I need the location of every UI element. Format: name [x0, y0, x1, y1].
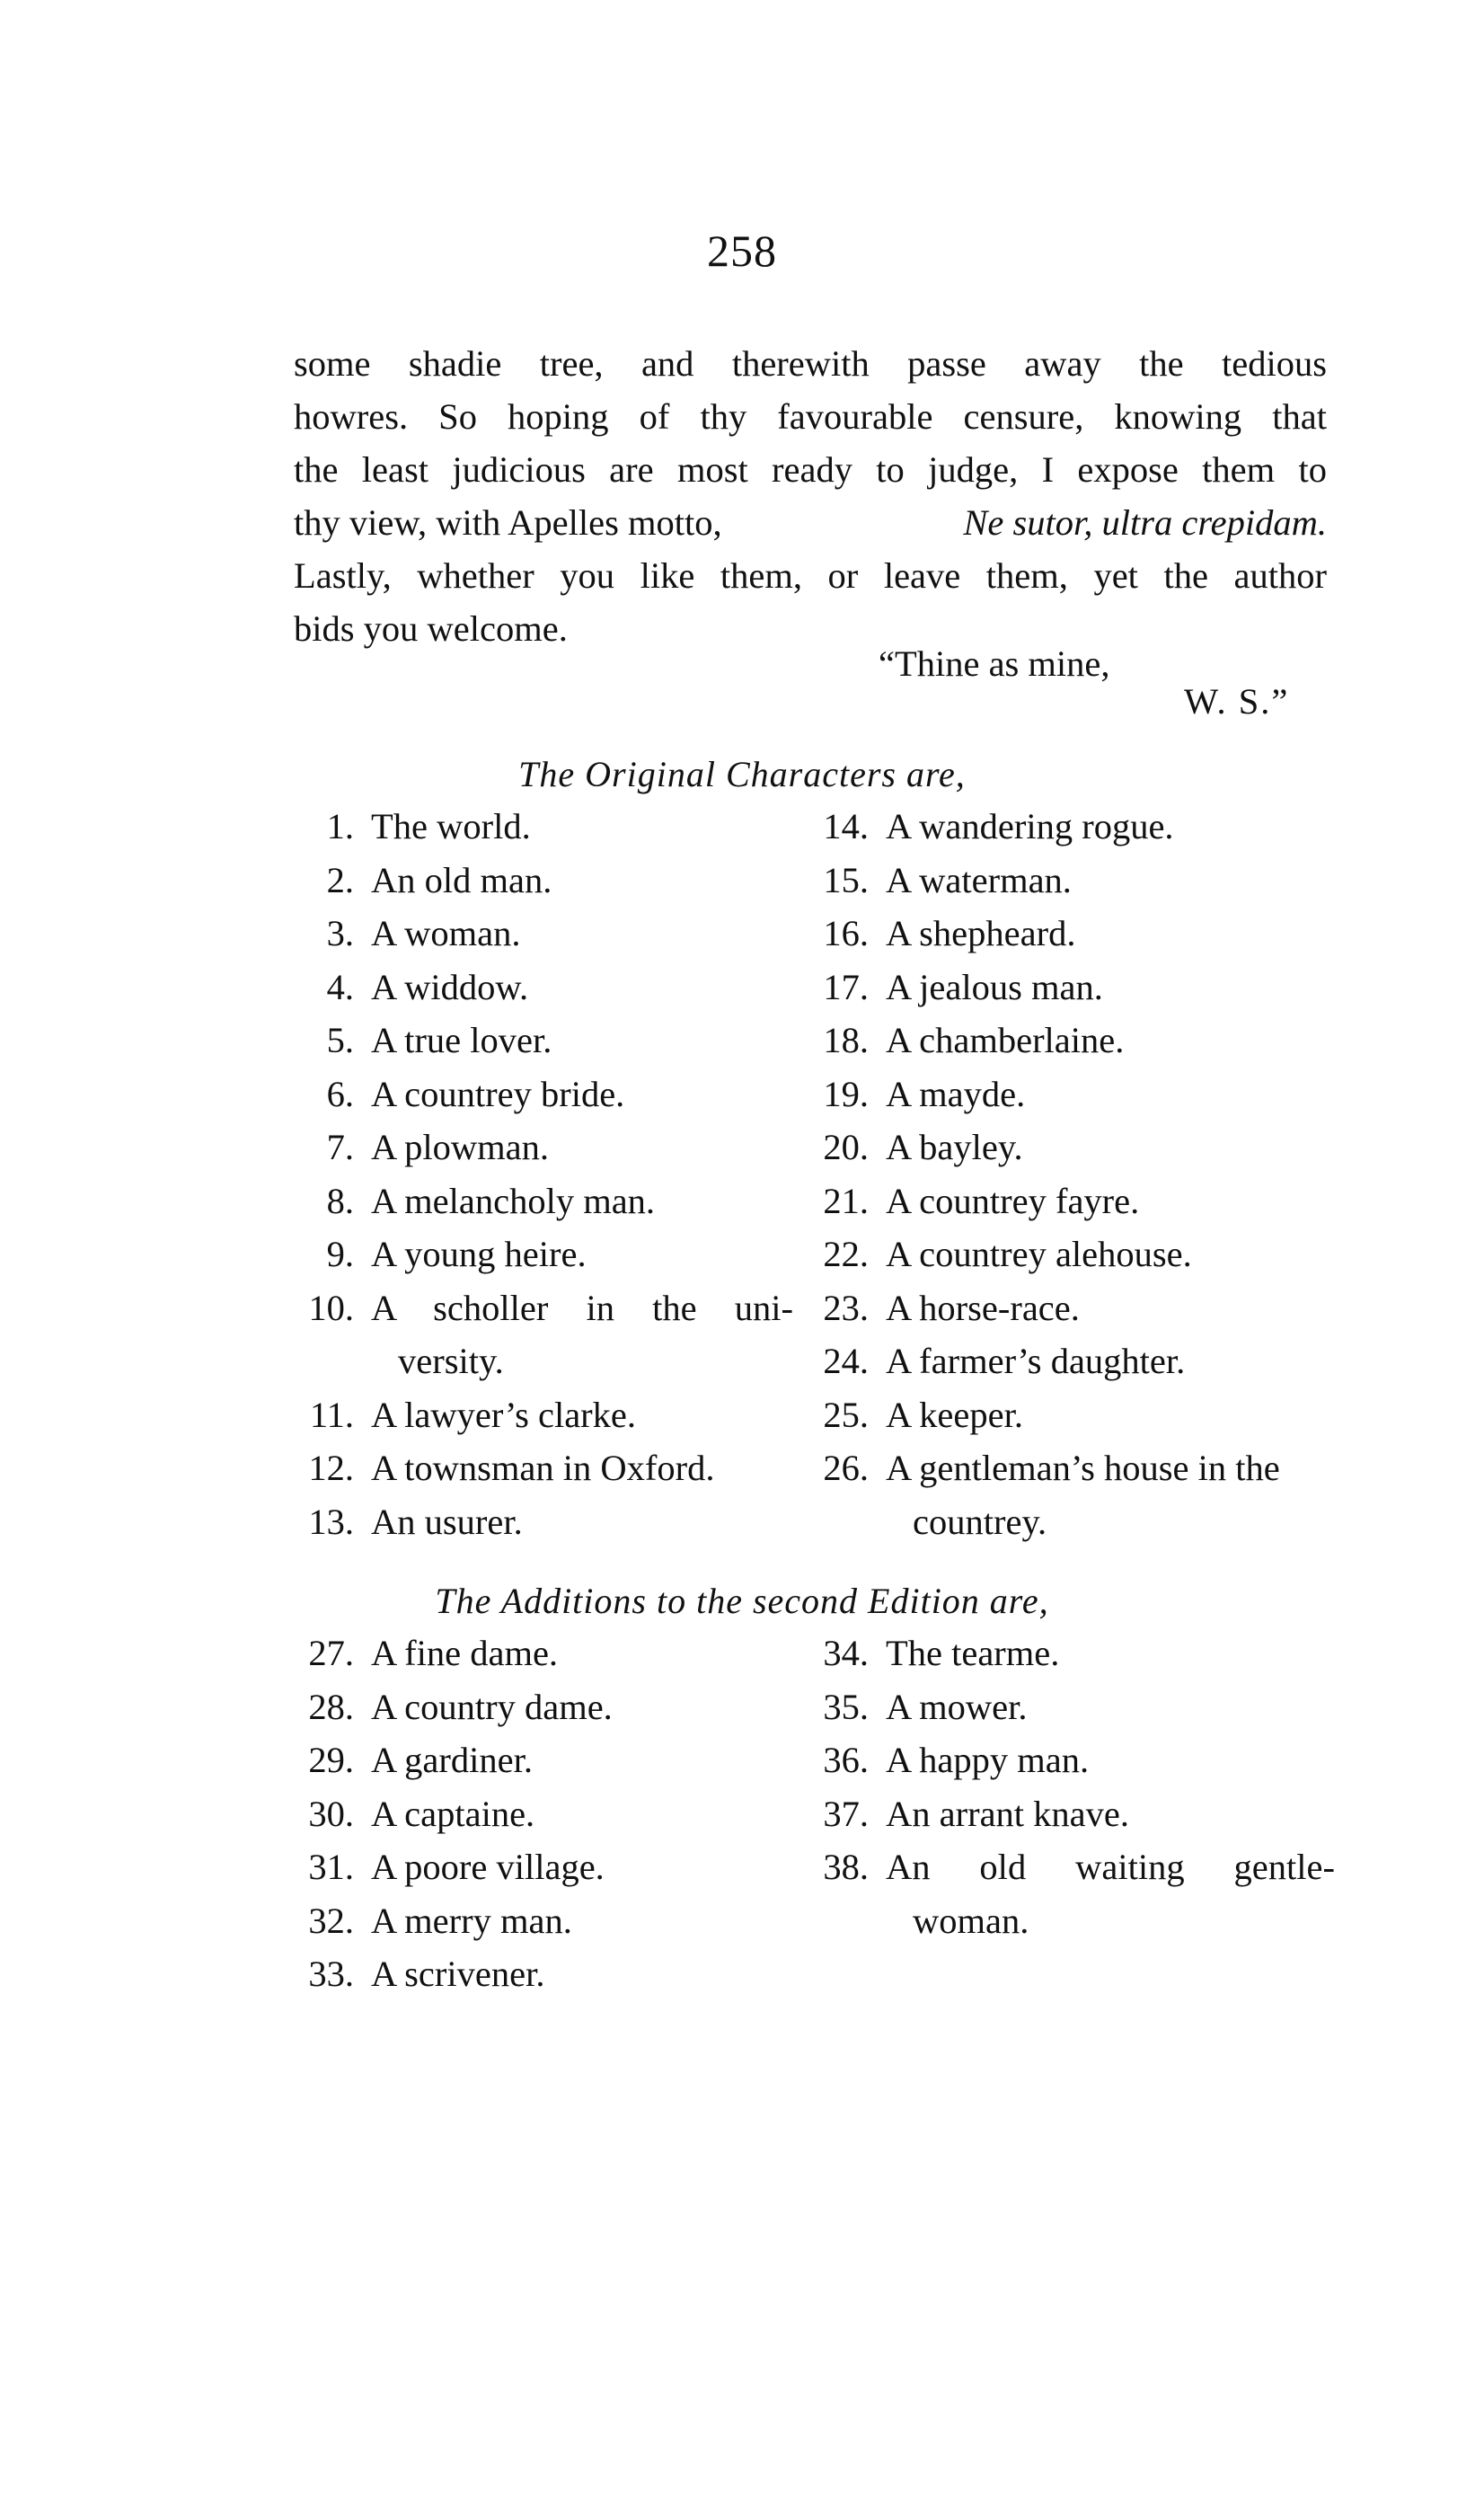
item-text-line: A young heire.: [371, 1234, 587, 1274]
item-text: [371, 1947, 544, 2001]
item-text: [371, 961, 528, 1015]
item-text: [886, 1174, 1139, 1228]
item-text-line: An usurer.: [371, 1501, 523, 1542]
item-number: 15.: [823, 859, 869, 900]
item-number: 19.: [823, 1073, 869, 1114]
item-text: [371, 1227, 587, 1281]
item-number: 10.: [308, 1287, 354, 1328]
item-text: [371, 1495, 523, 1549]
item-text-line: A plowman.: [371, 1127, 549, 1167]
latin-motto: Ne sutor, ultra crepidam.: [963, 502, 1327, 543]
item-text-line: versity.: [398, 1341, 504, 1381]
paragraph-line: thy view, with Apelles motto,: [294, 502, 722, 543]
item-text-line: A gardiner.: [371, 1740, 533, 1780]
list-item: [802, 1787, 1341, 1841]
list-item: [802, 1014, 1341, 1068]
item-number: 37.: [823, 1793, 869, 1834]
list-item: [287, 1441, 773, 1495]
item-text-line: A chamberlaine.: [886, 1020, 1125, 1060]
list-item: [287, 1787, 773, 1841]
item-number: 20.: [823, 1127, 869, 1167]
item-text-line: A wandering rogue.: [886, 806, 1174, 846]
list-item: [802, 961, 1341, 1015]
item-number: 1.: [326, 806, 354, 846]
page-number: 258: [707, 226, 777, 276]
item-text: [886, 1441, 1280, 1548]
item-text: [886, 1281, 1080, 1335]
item-text-line: woman.: [913, 1900, 1029, 1941]
item-text: [371, 907, 521, 961]
signoff-initials: W. S.”: [1184, 681, 1290, 722]
list-item: [287, 800, 773, 854]
list-item: [802, 1840, 1341, 1947]
list-item: [802, 1680, 1341, 1734]
item-number: 8.: [326, 1180, 354, 1221]
item-text: [371, 1441, 714, 1495]
list-item: [287, 1626, 773, 1680]
paragraph-line: bids you welcome.: [294, 608, 568, 649]
list-item: [802, 1121, 1341, 1174]
item-text: [371, 1680, 613, 1734]
item-text-line: countrey.: [913, 1501, 1047, 1542]
item-number: 14.: [823, 806, 869, 846]
item-text-line: A countrey fayre.: [886, 1180, 1140, 1221]
item-text-line: A countrey alehouse.: [886, 1234, 1192, 1274]
list-item: [287, 1068, 773, 1121]
item-text-line: A mayde.: [886, 1073, 1026, 1114]
list-item: [287, 1174, 773, 1228]
item-number: 33.: [308, 1954, 354, 1994]
additions-heading: The Additions to the second Edition are,: [435, 1581, 1049, 1621]
item-text-line: A woman.: [371, 913, 521, 953]
list-item: [802, 1281, 1341, 1335]
list-item: [802, 1626, 1341, 1680]
item-number: 5.: [326, 1020, 354, 1060]
list-item: [287, 1227, 773, 1281]
item-text-line: A true lover.: [371, 1020, 552, 1060]
item-text-line: The world.: [371, 806, 531, 846]
item-number: 30.: [308, 1793, 354, 1834]
item-text: [886, 1014, 1124, 1068]
item-text: [886, 907, 1075, 961]
item-text-line: A jealous man.: [886, 966, 1103, 1007]
paragraph-line: some shadie tree, and therewith passe away the tedious: [294, 343, 1327, 384]
item-text-line: A fine dame.: [371, 1633, 559, 1673]
item-text-line: An old waiting gentle-: [886, 1847, 1335, 1887]
item-text-line: A scholler in the uni-: [371, 1287, 793, 1328]
list-item: [287, 1388, 773, 1442]
item-text: [886, 1334, 1185, 1388]
item-text-line: A poore village.: [371, 1847, 605, 1887]
body-paragraph: [294, 337, 1327, 655]
item-number: 6.: [326, 1073, 354, 1114]
list-item: [802, 800, 1341, 854]
list-item: [287, 1947, 773, 2001]
list-item: [802, 1441, 1341, 1548]
item-text: [371, 1174, 655, 1228]
item-text: [886, 1680, 1028, 1734]
item-text: [371, 1733, 533, 1787]
paragraph-line: howres. So hoping of thy favourable censure, knowing that: [294, 396, 1327, 437]
list-item: [802, 1068, 1341, 1121]
item-text: [371, 1894, 572, 1948]
item-number: 31.: [308, 1847, 354, 1887]
original-list-right: [802, 800, 1341, 1548]
list-item: [802, 907, 1341, 961]
item-number: 32.: [308, 1900, 354, 1941]
item-text: [371, 1068, 624, 1121]
paragraph-line-motto: [294, 496, 1327, 549]
item-text-line: A lawyer’s clarke.: [371, 1394, 637, 1435]
item-number: 12.: [308, 1448, 354, 1488]
list-item: [802, 854, 1341, 908]
item-text: [886, 1626, 1059, 1680]
item-number: 27.: [308, 1633, 354, 1673]
item-text: [886, 1068, 1025, 1121]
item-number: 16.: [823, 913, 869, 953]
signoff-line: “Thine as mine,: [879, 643, 1110, 684]
item-text: [886, 1787, 1129, 1841]
item-number: 17.: [823, 966, 869, 1007]
list-item: [802, 1388, 1341, 1442]
item-number: 22.: [823, 1234, 869, 1274]
item-number: 7.: [326, 1127, 354, 1167]
item-number: 24.: [823, 1341, 869, 1381]
additions-list-left: [287, 1626, 773, 2001]
item-text: [886, 800, 1174, 854]
item-number: 2.: [326, 859, 354, 900]
list-item: [287, 1840, 773, 1894]
item-text-line: A gentleman’s house in the: [886, 1448, 1280, 1488]
list-item: [802, 1227, 1341, 1281]
item-text-line: A country dame.: [371, 1686, 613, 1727]
item-number: 11.: [309, 1394, 354, 1435]
item-number: 38.: [823, 1847, 869, 1887]
list-item: [287, 907, 773, 961]
list-item: [802, 1174, 1341, 1228]
item-text-line: A melancholy man.: [371, 1180, 656, 1221]
item-text: [886, 1227, 1192, 1281]
item-text-line: An old man.: [371, 859, 552, 900]
item-number: 3.: [326, 913, 354, 953]
list-item: [287, 1733, 773, 1787]
item-number: 13.: [308, 1501, 354, 1542]
original-characters-heading: The Original Characters are,: [518, 754, 966, 794]
list-item: [287, 1121, 773, 1174]
item-text-line: The tearme.: [886, 1633, 1060, 1673]
item-number: 18.: [823, 1020, 869, 1060]
list-item: [802, 1334, 1341, 1388]
list-item: [287, 854, 773, 908]
item-text-line: A shepheard.: [886, 913, 1076, 953]
item-text-line: A waterman.: [886, 859, 1072, 900]
item-text-line: A happy man.: [886, 1740, 1090, 1780]
item-text-line: A widdow.: [371, 966, 529, 1007]
item-number: 35.: [823, 1686, 869, 1727]
item-text: [371, 854, 552, 908]
item-text: [886, 1388, 1023, 1442]
item-text-line: A farmer’s daughter.: [886, 1341, 1186, 1381]
list-item: [287, 1014, 773, 1068]
item-text-line: A merry man.: [371, 1900, 572, 1941]
item-number: 29.: [308, 1740, 354, 1780]
item-number: 4.: [326, 966, 354, 1007]
item-number: 28.: [308, 1686, 354, 1727]
item-text-line: A keeper.: [886, 1394, 1023, 1435]
item-text: [371, 1626, 558, 1680]
item-text: [371, 1840, 605, 1894]
item-text: [371, 1014, 552, 1068]
item-text-line: A horse-race.: [886, 1287, 1080, 1328]
item-text-line: A captaine.: [371, 1793, 535, 1834]
item-text: [886, 1121, 1023, 1174]
item-number: 25.: [823, 1394, 869, 1435]
item-number: 23.: [823, 1287, 869, 1328]
item-text-line: A scrivener.: [371, 1954, 545, 1994]
item-text-line: A townsman in Oxford.: [371, 1448, 715, 1488]
list-item: [287, 1894, 773, 1948]
item-text-line: A mower.: [886, 1686, 1028, 1727]
item-text: [886, 961, 1103, 1015]
list-item: [287, 961, 773, 1015]
item-text-line: A countrey bride.: [371, 1073, 625, 1114]
item-text: [371, 1121, 549, 1174]
list-item: [287, 1680, 773, 1734]
list-item: [802, 1733, 1341, 1787]
paragraph-line: Lastly, whether you like them, or leave them, yet the author: [294, 555, 1327, 596]
item-text-line: A bayley.: [886, 1127, 1023, 1167]
item-text: [886, 854, 1072, 908]
item-number: 21.: [823, 1180, 869, 1221]
list-item: [287, 1495, 773, 1549]
item-text: [371, 800, 531, 854]
item-text: [371, 1787, 534, 1841]
item-number: 36.: [823, 1740, 869, 1780]
item-text: [371, 1281, 793, 1388]
item-number: 34.: [823, 1633, 869, 1673]
item-text: [886, 1840, 1335, 1947]
item-text: [886, 1733, 1089, 1787]
list-item: [287, 1281, 793, 1388]
item-number: 26.: [823, 1448, 869, 1488]
item-number: 9.: [326, 1234, 354, 1274]
paragraph-line: the least judicious are most ready to judge, I expose them to: [294, 449, 1327, 490]
item-text: [371, 1388, 636, 1442]
original-list-left: [287, 800, 793, 1548]
item-text-line: An arrant knave.: [886, 1793, 1130, 1834]
additions-list-right: [802, 1626, 1341, 1947]
